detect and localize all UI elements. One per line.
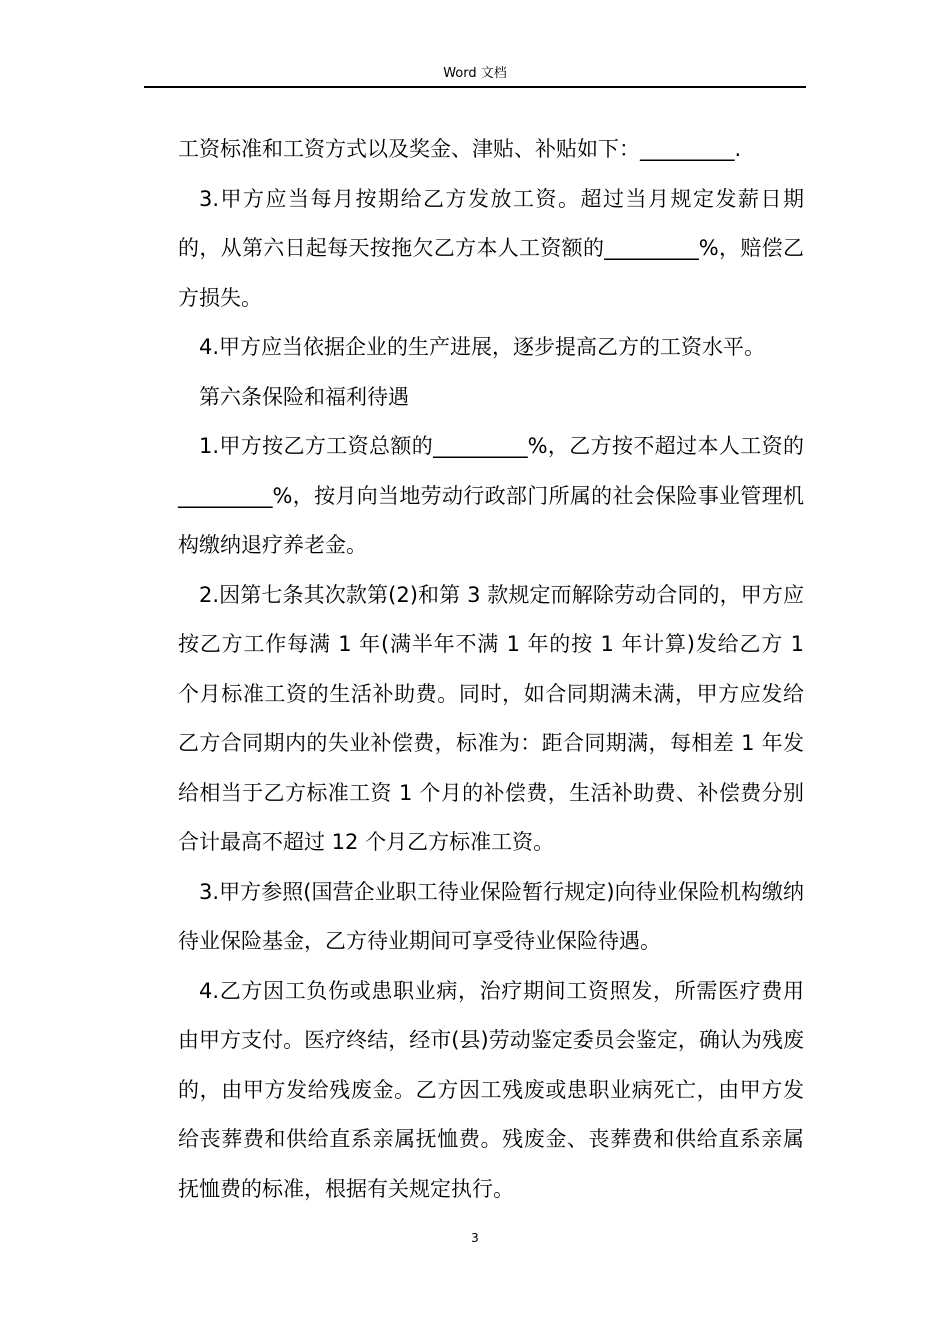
paragraph-wage-terms: 工资标准和工资方式以及奖金、津贴、补贴如下：_________. [178, 137, 742, 161]
paragraph-clause-3-wage-payment: 3.甲方应当每月按期给乙方发放工资。超过当月规定发薪日期的，从第六日起每天按拖欠乙方本人工资额的_________%，赔偿乙方损失。 [178, 186, 804, 310]
page-number: 3 [471, 1231, 479, 1245]
paragraph-clause-4-injury: 4.乙方因工负伤或患职业病，治疗期间工资照发，所需医疗费用由甲方支付。医疗终结，经市(县)劳动鉴定委员会鉴定，确认为残废的，由甲方发给残废金。乙方因工残废或患职业病死亡，由甲方发给丧葬费和供给直系亲属抚恤费。残废金、丧葬费和供给直系亲属抚恤费的标准，根据有关规定执行。 [178, 978, 804, 1201]
document-body [178, 125, 804, 1214]
paragraph-clause-4-wage-increase: 4.甲方应当依据企业的生产进展，逐步提高乙方的工资水平。 [199, 335, 766, 359]
paragraph-clause-2-subsidy: 2.因第七条其次款第(2)和第 3 款规定而解除劳动合同的，甲方应按乙方工作每满 1 年(满半年不满 1 年的按 1 年计算)发给乙方 1 个月标准工资的生活补助费。同时，如合同期满未满，甲方应发给乙方合同期内的失业补偿费，标准为：距合同期满，每相差 1 年发给相当于乙方标准工资 1 个月的补偿费，生活补助费、补偿费分别合计最高不超过 12 个月乙方标准工资。 [178, 582, 804, 854]
paragraph-clause-3-unemployment: 3.甲方参照(国营企业职工待业保险暂行规定)向待业保险机构缴纳待业保险基金，乙方待业期间可享受待业保险待遇。 [178, 879, 804, 953]
paragraph-clause-1-pension: 1.甲方按乙方工资总额的_________%，乙方按不超过本人工资的_________%，按月向当地劳动行政部门所属的社会保险事业管理机构缴纳退疗养老金。 [178, 434, 804, 557]
page-header: Word 文档 [443, 66, 507, 81]
section-heading-article-6: 第六条保险和福利待遇 [199, 384, 409, 409]
header-divider [144, 86, 806, 88]
